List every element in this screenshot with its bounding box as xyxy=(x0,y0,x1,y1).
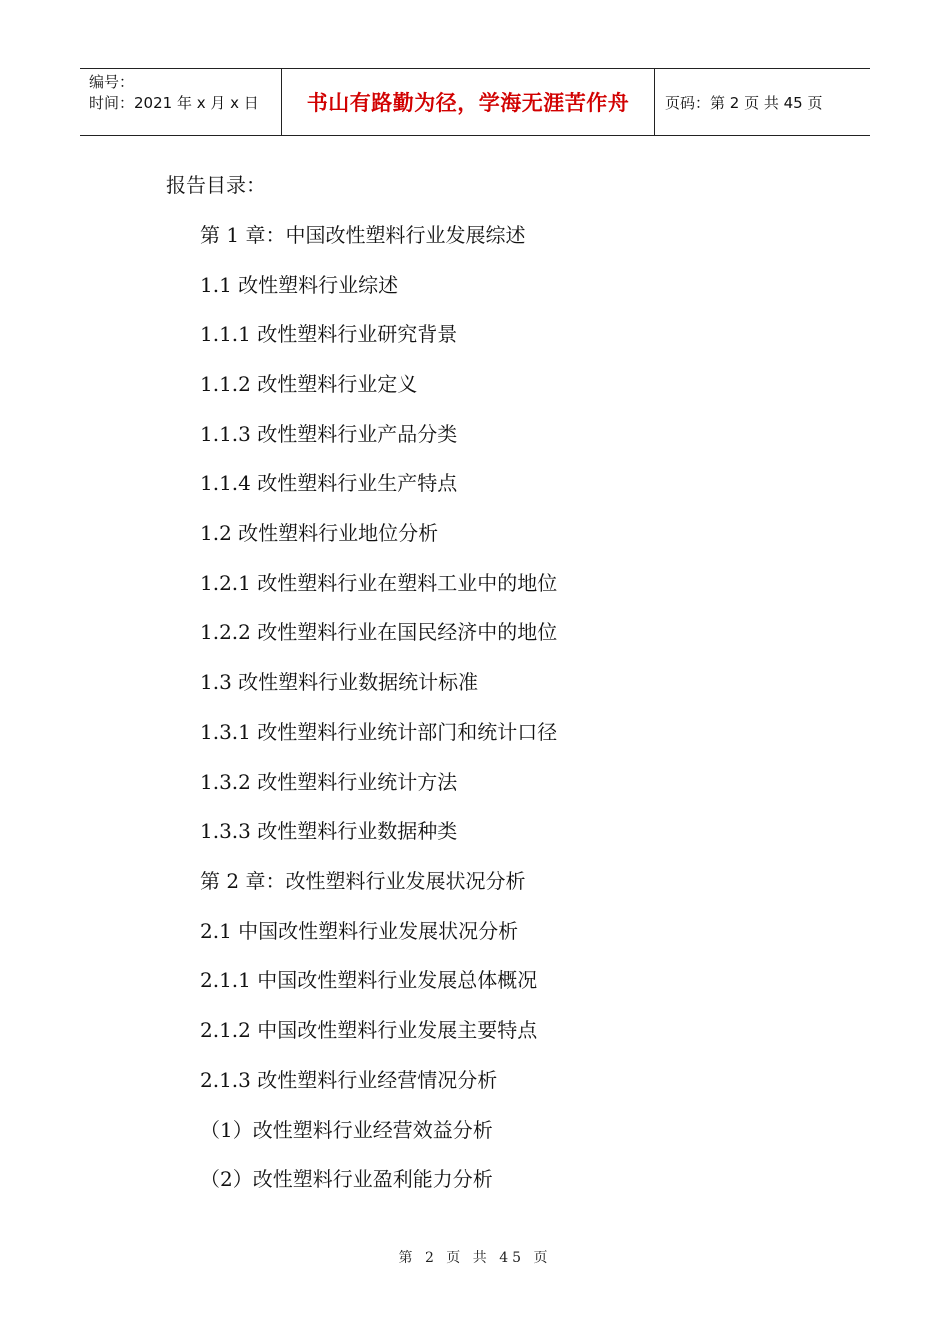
page-header xyxy=(80,68,870,136)
toc-item: 2.1 中国改性塑料行业发展状况分析 xyxy=(200,919,519,943)
toc-item: 1.1.3 改性塑料行业产品分类 xyxy=(200,422,458,446)
toc-item: 2.1.3 改性塑料行业经营情况分析 xyxy=(200,1068,498,1092)
header-meta xyxy=(80,69,282,135)
toc-item: 2.1.2 中国改性塑料行业发展主要特点 xyxy=(200,1018,538,1042)
toc-item: 1.1.2 改性塑料行业定义 xyxy=(200,372,418,396)
header-page-info: 页码：第 2 页 共 45 页 xyxy=(665,93,823,112)
toc-item: 第 1 章：中国改性塑料行业发展综述 xyxy=(200,223,526,247)
toc-item: 1.2.2 改性塑料行业在国民经济中的地位 xyxy=(200,620,558,644)
toc-item: 1.1.1 改性塑料行业研究背景 xyxy=(200,322,458,346)
page-footer: 第 2 页 共 45 页 xyxy=(398,1250,552,1266)
document-time: 时间：2021 年 x 月 x 日 xyxy=(89,94,259,112)
header-motto: 书山有路勤为径，学海无涯苦作舟 xyxy=(282,69,655,135)
toc-item: （2）改性塑料行业盈利能力分析 xyxy=(200,1167,493,1191)
toc-item: 1.3.2 改性塑料行业统计方法 xyxy=(200,770,458,794)
toc-item: 1.1.4 改性塑料行业生产特点 xyxy=(200,471,458,495)
toc-item: 2.1.1 中国改性塑料行业发展总体概况 xyxy=(200,968,538,992)
toc-item: 1.2 改性塑料行业地位分析 xyxy=(200,521,439,545)
toc-item: 1.2.1 改性塑料行业在塑料工业中的地位 xyxy=(200,571,558,595)
document-number-label: 编号： xyxy=(89,73,135,91)
toc-item: 1.3.3 改性塑料行业数据种类 xyxy=(200,819,458,843)
toc-item: 第 2 章：改性塑料行业发展状况分析 xyxy=(200,869,526,893)
toc-item: （1）改性塑料行业经营效益分析 xyxy=(200,1118,493,1142)
toc-item: 1.3.1 改性塑料行业统计部门和统计口径 xyxy=(200,720,558,744)
toc-item: 1.3 改性塑料行业数据统计标准 xyxy=(200,670,479,694)
toc-title: 报告目录： xyxy=(166,173,266,197)
toc-item: 1.1 改性塑料行业综述 xyxy=(200,273,399,297)
